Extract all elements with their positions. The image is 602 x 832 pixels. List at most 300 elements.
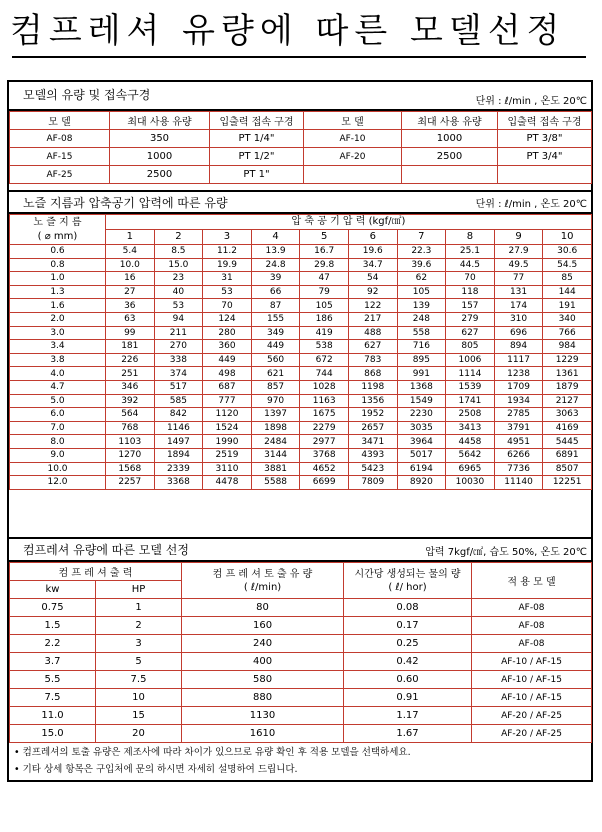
table-cell: 1006 [446,353,495,367]
table-cell: AF-10 / AF-15 [472,671,592,689]
table-cell: 0.17 [344,617,472,635]
table-cell: 29.8 [300,258,349,272]
table-cell: 3964 [397,435,446,449]
table-cell: 181 [106,340,155,354]
table-cell: PT 3/4" [498,148,592,166]
table-cell: 70 [446,272,495,286]
table-cell: 1741 [446,394,495,408]
table-row [10,380,592,394]
table-cell: 6194 [397,462,446,476]
table-cell: 11140 [494,476,543,490]
water-header [344,563,472,599]
table-cell: 62 [397,272,446,286]
table-cell: PT 3/8" [498,130,592,148]
table-row [10,326,592,340]
table-cell: 23 [154,272,203,286]
table-header-row [10,112,592,130]
table-cell: 53 [154,299,203,313]
table-cell: 160 [182,617,344,635]
table-row [10,299,592,313]
table-cell: 374 [154,367,203,381]
table-cell: 27 [106,285,155,299]
table-cell: 15 [96,707,182,725]
table-cell: 1709 [494,380,543,394]
title-underline [12,56,586,58]
table-cell: 1894 [154,448,203,462]
table-cell: PT 1/4" [210,130,304,148]
table-cell: AF-15 [10,148,110,166]
table-cell: 338 [154,353,203,367]
table-cell: 15.0 [10,725,96,743]
table-cell: 66 [251,285,300,299]
table-cell: 1524 [203,421,252,435]
table-cell: 895 [397,353,446,367]
table-cell: 498 [203,367,252,381]
table-cell: 3.7 [10,653,96,671]
table-cell: 0.91 [344,689,472,707]
table-cell: 53 [203,285,252,299]
table-cell: 1397 [251,408,300,422]
nozzle-unit: ( ⌀ mm) [37,230,78,242]
table-cell: 226 [106,353,155,367]
col-header: 입출력 접속 구경 [210,112,304,130]
table-cell: 349 [251,326,300,340]
table-cell: 3881 [251,462,300,476]
table-cell: 0.25 [344,635,472,653]
table-cell: 13.9 [251,245,300,259]
table-cell: 868 [348,367,397,381]
table-cell: 19.9 [203,258,252,272]
table-cell: 16 [106,272,155,286]
table-cell: 6.0 [10,408,106,422]
table-cell: 70 [203,299,252,313]
table-cell: 105 [300,299,349,313]
col-header: 입출력 접속 구경 [498,112,592,130]
hp-header: HP [96,581,182,599]
table-cell: 3368 [154,476,203,490]
table-row [10,707,592,725]
table-cell: 36 [106,299,155,313]
table-cell [402,166,498,184]
table-header-row [10,215,592,230]
table-cell: 8.5 [154,245,203,259]
table-cell: 77 [494,272,543,286]
table-cell: PT 1/2" [210,148,304,166]
table-cell: 3.4 [10,340,106,354]
table-cell: 4169 [543,421,592,435]
table-cell: 1934 [494,394,543,408]
water-label: 시간당 생성되는 물의 량 [354,568,461,580]
table-cell: 1.67 [344,725,472,743]
table-cell: 251 [106,367,155,381]
table-cell: 4478 [203,476,252,490]
table-cell: 5.0 [10,394,106,408]
section3-title: 컴프레셔 유량에 따른 모델 선정 [23,543,189,557]
table-cell: 1238 [494,367,543,381]
table-cell: 124 [203,312,252,326]
table-cell: AF-20 / AF-25 [472,725,592,743]
table-cell: 3.0 [10,326,106,340]
table-row [10,671,592,689]
table-cell: 40 [154,285,203,299]
footnote: • 컴프레셔의 토출 유량은 제조사에 따라 차이가 있으므로 유량 확인 후 적용 모델을 선택하세요. [14,747,411,758]
table-cell: AF-20 [304,148,402,166]
table-cell: 783 [348,353,397,367]
pressure-value: 7 [397,230,446,245]
table-cell: 5.5 [10,671,96,689]
table-cell: 1.5 [10,617,96,635]
table-cell: 80 [182,599,344,617]
table-cell: 211 [154,326,203,340]
table-cell: 716 [397,340,446,354]
model-selection-table [9,562,591,743]
table-cell: 585 [154,394,203,408]
table-cell: 22.3 [397,245,446,259]
table-cell: 564 [106,408,155,422]
kw-header: kw [10,581,96,599]
table-cell: 5.4 [106,245,155,259]
table-cell: 1.0 [10,272,106,286]
page-title: 컴프레셔 유량에 따른 모델선정 [10,11,566,51]
table-cell: 1990 [203,435,252,449]
table-cell: 3 [96,635,182,653]
table-row [10,421,592,435]
table-cell: 139 [397,299,446,313]
table-row [10,653,592,671]
pressure-value: 10 [543,230,592,245]
table-cell: 20 [96,725,182,743]
table-cell: 1497 [154,435,203,449]
table-row [10,617,592,635]
table-cell: 1549 [397,394,446,408]
section3-header [9,537,591,562]
pressure-value: 4 [251,230,300,245]
table-cell: 2339 [154,462,203,476]
table-cell: 4.0 [10,367,106,381]
table-cell: 39.6 [397,258,446,272]
table-cell: 31 [203,272,252,286]
table-cell: 1898 [251,421,300,435]
table-cell: 7.5 [96,671,182,689]
output-header: 컴 프 레 셔 출 력 [10,563,182,581]
table-cell: 1000 [110,148,210,166]
table-cell: AF-20 / AF-25 [472,707,592,725]
table-row [10,340,592,354]
table-cell: 621 [251,367,300,381]
table-cell: 2.0 [10,312,106,326]
flow-label: 컴 프 레 셔 토 출 유 량 [212,568,313,580]
pressure-header: 압 축 공 기 압 력 (kgf/㎠) [106,215,592,230]
table-cell: 0.8 [10,258,106,272]
table-cell: 1356 [348,394,397,408]
table-cell: 2279 [300,421,349,435]
table-cell: 2500 [402,148,498,166]
table-cell: 1361 [543,367,592,381]
table-cell: 47 [300,272,349,286]
table-cell: 984 [543,340,592,354]
table-cell [304,166,402,184]
table-cell: 687 [203,380,252,394]
pressure-value: 1 [106,230,155,245]
table-row [10,245,592,259]
table-cell: 87 [251,299,300,313]
table-cell: 4951 [494,435,543,449]
model-spec-table [9,111,591,184]
table-cell: 1146 [154,421,203,435]
table-cell: 1103 [106,435,155,449]
table-cell: 449 [251,340,300,354]
table-cell: 310 [494,312,543,326]
pressure-value: 5 [300,230,349,245]
section2-title: 노즐 지름과 압축공기 압력에 따른 유량 [23,196,228,210]
table-cell: 1539 [446,380,495,394]
table-cell: 12251 [543,476,592,490]
pressure-value: 8 [446,230,495,245]
table-cell: 7809 [348,476,397,490]
table-cell: 5588 [251,476,300,490]
table-row [10,599,592,617]
pressure-value: 3 [203,230,252,245]
table-cell: 9.0 [10,448,106,462]
table-cell: AF-10 / AF-15 [472,689,592,707]
table-cell: 0.42 [344,653,472,671]
table-cell: AF-25 [10,166,110,184]
table-cell: 488 [348,326,397,340]
table-cell: AF-10 [304,130,402,148]
table-cell: 144 [543,285,592,299]
table-cell: 25.1 [446,245,495,259]
table-cell: 1163 [300,394,349,408]
table-cell: 4393 [348,448,397,462]
nozzle-label: 노 즐 지 름 [33,216,82,228]
table-cell: 1610 [182,725,344,743]
flow-header [182,563,344,599]
section2-header [9,190,591,214]
table-cell: 10.0 [106,258,155,272]
table-cell: 10.0 [10,462,106,476]
table-cell: 10030 [446,476,495,490]
table-cell: 1028 [300,380,349,394]
table-cell [498,166,592,184]
table-cell: 4652 [300,462,349,476]
table-cell: 63 [106,312,155,326]
table-cell: 99 [106,326,155,340]
table-cell: 10 [96,689,182,707]
table-cell: 970 [251,394,300,408]
table-cell: 340 [543,312,592,326]
table-cell: 1.3 [10,285,106,299]
table-row [10,312,592,326]
table-cell: AF-10 / AF-15 [472,653,592,671]
table-cell: 1114 [446,367,495,381]
table-row [10,166,592,184]
table-row [10,725,592,743]
table-cell: 8.0 [10,435,106,449]
table-cell: 1000 [402,130,498,148]
table-cell: 92 [348,285,397,299]
table-cell: 39 [251,272,300,286]
nozzle-header [10,215,106,245]
table-cell: 360 [203,340,252,354]
section1-unit: 단위 : ℓ/min , 온도 20℃ [475,96,587,107]
table-cell: 248 [397,312,446,326]
table-row [10,408,592,422]
table-cell: 3.8 [10,353,106,367]
table-row [10,148,592,166]
table-cell: 3063 [543,408,592,422]
table-cell: 157 [446,299,495,313]
table-cell: 174 [494,299,543,313]
section1-title: 모델의 유량 및 접속구경 [23,88,151,102]
table-cell: 2 [96,617,182,635]
table-cell: 1.6 [10,299,106,313]
table-cell: 122 [348,299,397,313]
table-cell: 6699 [300,476,349,490]
table-cell: 3768 [300,448,349,462]
table-cell: 538 [300,340,349,354]
table-cell: 2500 [110,166,210,184]
table-cell: 1198 [348,380,397,394]
table-cell: 105 [397,285,446,299]
table-row [10,448,592,462]
table-cell: 270 [154,340,203,354]
table-cell: 2230 [397,408,446,422]
footnote: • 기타 상세 항목은 구입처에 문의 하시면 자세히 설명하여 드립니다. [14,764,298,775]
table-cell: 15.0 [154,258,203,272]
table-cell: 5017 [397,448,446,462]
table-cell: 2977 [300,435,349,449]
col-header: 모 델 [304,112,402,130]
table-cell: 27.9 [494,245,543,259]
pressure-value: 2 [154,230,203,245]
section3-unit: 압력 7kgf/㎠, 습도 50%, 온도 20℃ [425,547,587,558]
table-cell: 0.6 [10,245,106,259]
table-cell: 85 [543,272,592,286]
table-cell: 6891 [543,448,592,462]
table-cell: 744 [300,367,349,381]
table-cell: 1568 [106,462,155,476]
table-cell: 16.7 [300,245,349,259]
table-cell: 3110 [203,462,252,476]
table-cell: 0.08 [344,599,472,617]
table-cell: 1117 [494,353,543,367]
model-header: 적 용 모 델 [472,563,592,599]
table-cell: 672 [300,353,349,367]
table-cell: 94 [154,312,203,326]
table-cell: 11.0 [10,707,96,725]
table-cell: 280 [203,326,252,340]
table-cell: 7736 [494,462,543,476]
table-cell: 517 [154,380,203,394]
table-row [10,258,592,272]
table-row [10,689,592,707]
table-cell: 6266 [494,448,543,462]
table-cell: 3035 [397,421,446,435]
table-cell: 7.5 [10,689,96,707]
table-cell: 54 [348,272,397,286]
table-cell: 1 [96,599,182,617]
table-cell: 627 [348,340,397,354]
footnotes [14,744,411,778]
table-cell: 1675 [300,408,349,422]
table-cell: 768 [106,421,155,435]
table-cell: 79 [300,285,349,299]
table-cell: PT 1" [210,166,304,184]
table-cell: 1270 [106,448,155,462]
table-cell: 11.2 [203,245,252,259]
table-cell: 1229 [543,353,592,367]
table-cell: 186 [300,312,349,326]
table-cell: 279 [446,312,495,326]
table-row [10,367,592,381]
table-row [10,476,592,490]
table-cell: 3791 [494,421,543,435]
table-cell: 44.5 [446,258,495,272]
table-cell: 1.17 [344,707,472,725]
water-unit: ( ℓ/ hor) [388,581,427,593]
table-cell: 346 [106,380,155,394]
table-row [10,435,592,449]
table-cell: 3413 [446,421,495,435]
table-cell: 580 [182,671,344,689]
table-cell: AF-08 [472,635,592,653]
table-cell: 0.60 [344,671,472,689]
table-cell: 8920 [397,476,446,490]
table-cell: 392 [106,394,155,408]
table-cell: 30.6 [543,245,592,259]
table-row [10,635,592,653]
table-cell: 34.7 [348,258,397,272]
table-cell: 1368 [397,380,446,394]
table-cell: 419 [300,326,349,340]
table-cell: 560 [251,353,300,367]
table-cell: 350 [110,130,210,148]
table-cell: 857 [251,380,300,394]
section1-header [9,84,591,111]
table-cell: 449 [203,353,252,367]
table-cell: 3471 [348,435,397,449]
section2-unit: 단위 : ℓ/min , 온도 20℃ [475,199,587,210]
table-cell: 2127 [543,394,592,408]
table-cell: 842 [154,408,203,422]
table-cell: 696 [494,326,543,340]
table-cell: 1879 [543,380,592,394]
table-cell: 1120 [203,408,252,422]
table-cell: 1130 [182,707,344,725]
table-cell: 2657 [348,421,397,435]
table-cell: 2.2 [10,635,96,653]
table-cell: 400 [182,653,344,671]
table-cell: 0.75 [10,599,96,617]
table-cell: 805 [446,340,495,354]
table-cell: 7.0 [10,421,106,435]
table-cell: 54.5 [543,258,592,272]
table-cell: 5 [96,653,182,671]
table-row [10,462,592,476]
table-cell: 880 [182,689,344,707]
table-cell: 8507 [543,462,592,476]
table-cell: AF-08 [472,617,592,635]
col-header: 최대 사용 유량 [110,112,210,130]
table-row [10,130,592,148]
table-cell: 5445 [543,435,592,449]
table-cell: 777 [203,394,252,408]
table-row [10,285,592,299]
table-cell: 5642 [446,448,495,462]
table-cell: 1952 [348,408,397,422]
table-cell: 991 [397,367,446,381]
table-row [10,353,592,367]
